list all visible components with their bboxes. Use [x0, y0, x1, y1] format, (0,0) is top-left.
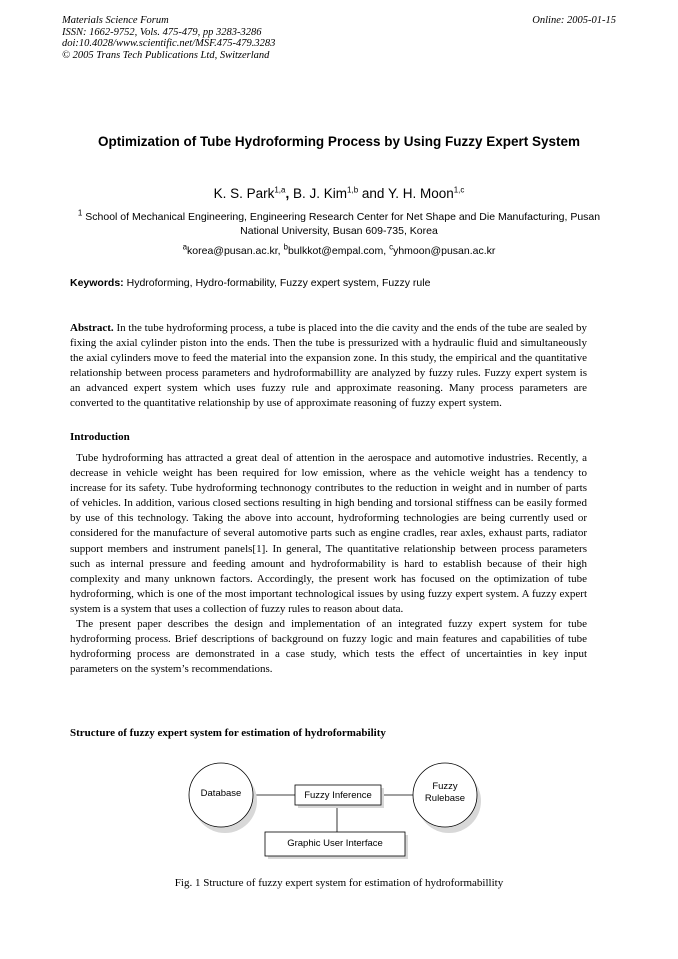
author-name: K. S. Park: [213, 186, 275, 201]
email-superscript: c: [389, 242, 394, 252]
email-superscript: b: [283, 242, 288, 252]
author-superscript: 1,a: [274, 185, 286, 195]
affiliation-text: School of Mechanical Engineering, Engineering Research Center for Net Shape and Die Manufacturing, Pusan National University, Busan 609-735, Korea: [85, 211, 601, 237]
journal-copyright: © 2005 Trans Tech Publications Ltd, Switzerland: [62, 49, 270, 61]
gui-label: Graphic User Interface: [287, 838, 383, 849]
author-name: Y. H. Moon: [387, 186, 454, 201]
email-list: [40, 242, 638, 257]
keywords-label: Keywords:: [70, 277, 124, 289]
journal-issn: ISSN: 1662-9752, Vols. 475-479, pp 3283-3286: [62, 26, 262, 38]
email-link[interactable]: korea@pusan.ac.kr,: [187, 245, 281, 257]
journal-doi: doi:10.4028/www.scientific.net/MSF.475-479.3283: [62, 38, 276, 49]
affiliation: [70, 210, 608, 238]
affiliation-superscript: 1: [77, 208, 83, 218]
journal-name: Materials Science Forum: [62, 15, 169, 26]
online-date: Online: 2005-01-15: [532, 15, 616, 26]
author-superscript: 1,c: [453, 185, 465, 195]
figure-1-diagram: [185, 755, 495, 865]
paragraph: Tube hydroforming has attracted a great deal of attention in the aerospace and automotive industries. Recently, a decrease in vehicle weight has been required for low emission, where as the vehicle weight has a tendency to increase for its safety. Tube hydroforming technonogy contributes to the reduction in weight and in number of parts of vehicles. In addition, various closed sections resulting in high bending and torsional stiffness can be easily formed by use of this technology. Taking the above into account, hydroforming technologies are being currently used or considered for the manufacture of several automotive parts such as engine cradles, rear axles, exhaust parts, radiator support members and instrument panels[1]. In general, The quantitative relationship between process parameters such as internal pressure and feeding amount and hydroformability is hard to establish because of their high complexity and many unknown factors. Accordingly, the present work has focused on the optimization of tube hydroforming, which is one of the most important technological issues by using fuzzy expert system. A fuzzy expert system is a system that uses a collection of fuzzy rules to reason about data.: [70, 452, 587, 615]
email-link[interactable]: yhmoon@pusan.ac.kr: [393, 245, 496, 257]
section-heading-introduction: Introduction: [70, 431, 130, 443]
database-label: Database: [200, 788, 242, 799]
paper-title: Optimization of Tube Hydroforming Process by Using Fuzzy Expert System: [97, 134, 581, 149]
keywords: [70, 277, 610, 289]
introduction-body: [70, 451, 587, 677]
section-heading-structure: Structure of fuzzy expert system for estimation of hydroformability: [70, 727, 386, 739]
journal-header: [62, 15, 275, 61]
keywords-text: Hydroforming, Hydro-formability, Fuzzy expert system, Fuzzy rule: [126, 277, 431, 289]
author-name: B. J. Kim: [293, 186, 348, 201]
email-superscript: a: [182, 242, 188, 252]
rulebase-label: [413, 781, 477, 805]
inference-label: Fuzzy Inference: [304, 790, 372, 801]
author-list: K. S. Park$^{1,a}$, B. J. Kim$^{1,b}$ and Y. H. Moon$^{1,c}$: [213, 185, 465, 201]
rulebase-label-line: Rulebase: [424, 793, 466, 804]
email-link[interactable]: bulkkot@empal.com,: [287, 245, 387, 257]
paragraph: The present paper describes the design and implementation of an integrated fuzzy expert system for tube hydroforming process. Brief descriptions of background on fuzzy logic and main features and capabilities of tube hydroforming process are demonstrated in a case study, which tests the effect of uncertainties in key input parameters on the system’s recommendations.: [70, 618, 587, 676]
rulebase-label-line: Fuzzy: [432, 781, 458, 792]
abstract-label: Abstract.: [70, 322, 114, 334]
abstract: [70, 321, 587, 412]
abstract-text: In the tube hydroforming process, a tube is placed into the die cavity and the ends of the tube are sealed by fixing the axial cylinder piston into the ends. Then the tube is pressurized with a hydraulic fluid and simultaneously the axial cylinders move to feed the material into the expansion zone. In this study, the empirical and the quantitative relationship between process parameters and hydroformabillity are analyzed by fuzzy rules. Fuzzy expert system is an advanced expert system which uses fuzzy rule and approximate reasoning. Many process parameters are converted to the quantitative relationship by use of approximate reasoning of fuzzy expert system.: [70, 322, 588, 410]
author-superscript: 1,b: [347, 185, 359, 195]
figure-caption: Fig. 1 Structure of fuzzy expert system for estimation of hydroformabillity: [174, 877, 504, 889]
